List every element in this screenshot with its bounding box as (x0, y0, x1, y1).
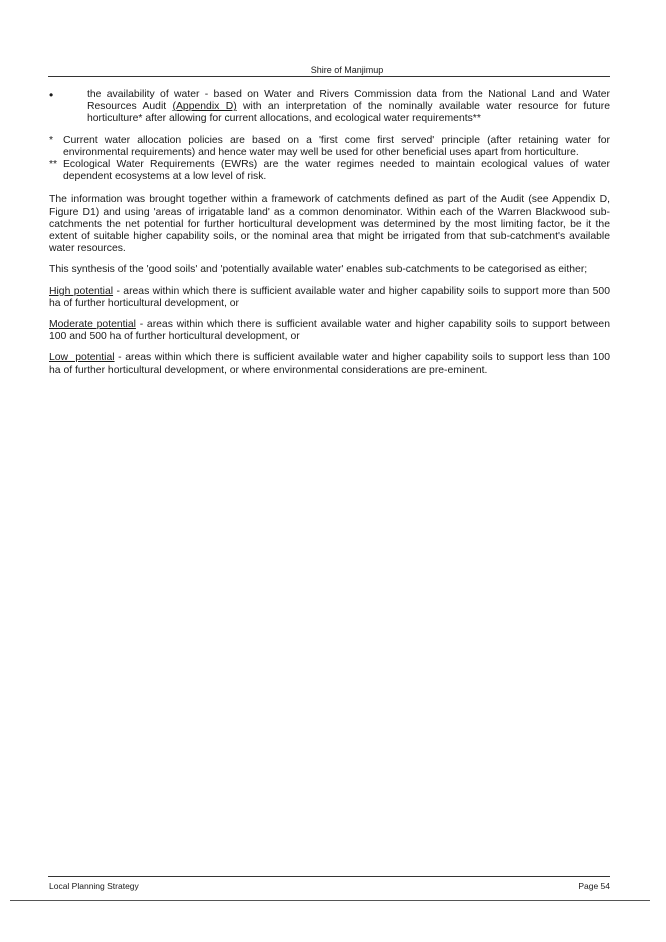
category-description: - areas within which there is sufficient available water and higher capability soils to support less than 100 ha of further horticultural development, or where environmental considerations are pre-eminent. (49, 352, 610, 376)
category-term: High potential (49, 285, 114, 297)
category-description: - areas within which there is sufficient available water and higher capability soils to support between 100 and 500 ha of further horticultural development, or (49, 319, 610, 343)
footnote-mark: ** (49, 159, 58, 171)
category-moderate (49, 319, 610, 343)
footnote-ewr (49, 159, 610, 183)
synthesis-paragraph: This synthesis of the 'good soils' and 'potentially available water' enables sub-catchments to be categorised as either; (49, 264, 588, 276)
bullet-item (49, 89, 610, 126)
category-low (49, 352, 610, 376)
bullet-text (87, 89, 610, 126)
page-body (49, 89, 610, 377)
footnote-text: Ecological Water Requirements (EWRs) are the water regimes needed to maintain ecological values of water dependent ecosystems at a low level of risk. (63, 159, 610, 183)
footnote-allocation (49, 135, 610, 159)
category-high (49, 286, 610, 310)
header-divider (48, 76, 610, 77)
bullet-text-end: with an interpretation of the nominally available water resource for future horticulture* after allowing for current allocations, and ecological water requirements** (87, 101, 610, 125)
page-header-title: Shire of Manjimup (310, 65, 384, 75)
footer-divider (48, 876, 610, 877)
footnote-text: Current water allocation policies are based on a 'first come first served' principle (after retaining water for environmental requirements) and hence water may well be used for other beneficial uses apart from horticulture. (63, 134, 610, 158)
bullet-text-start: the availability of water - based on Water and Rivers Commission data from the National Land and Water Resources Audit (87, 89, 610, 113)
footer-page-number: Page 54 (578, 881, 610, 891)
category-term: Moderate potential (49, 319, 136, 331)
category-term: Low potential (49, 352, 115, 364)
category-description: - areas within which there is sufficient available water and higher capability soils to support more than 500 ha of further horticultural development, or (49, 285, 610, 309)
footer-bottom-divider (10, 900, 650, 901)
footnote-mark: * (49, 134, 54, 146)
appendix-d-link[interactable]: (Appendix D) (172, 101, 237, 113)
framework-paragraph: The information was brought together within a framework of catchments defined as part of the Audit (see Appendix D, Figure D1) and using 'areas of irrigatable land' as a common denominator. Within each of the Warren Blackwood sub-catchments the net potential for further horticultural development was determined by the most limiting factor, be it the extent of suitable higher capability soils, or the nominal area that might be irrigated from that sub-catchment's available water resources. (49, 194, 610, 255)
footer-document-title: Local Planning Strategy (49, 881, 139, 891)
bullet-mark: • (49, 88, 54, 102)
